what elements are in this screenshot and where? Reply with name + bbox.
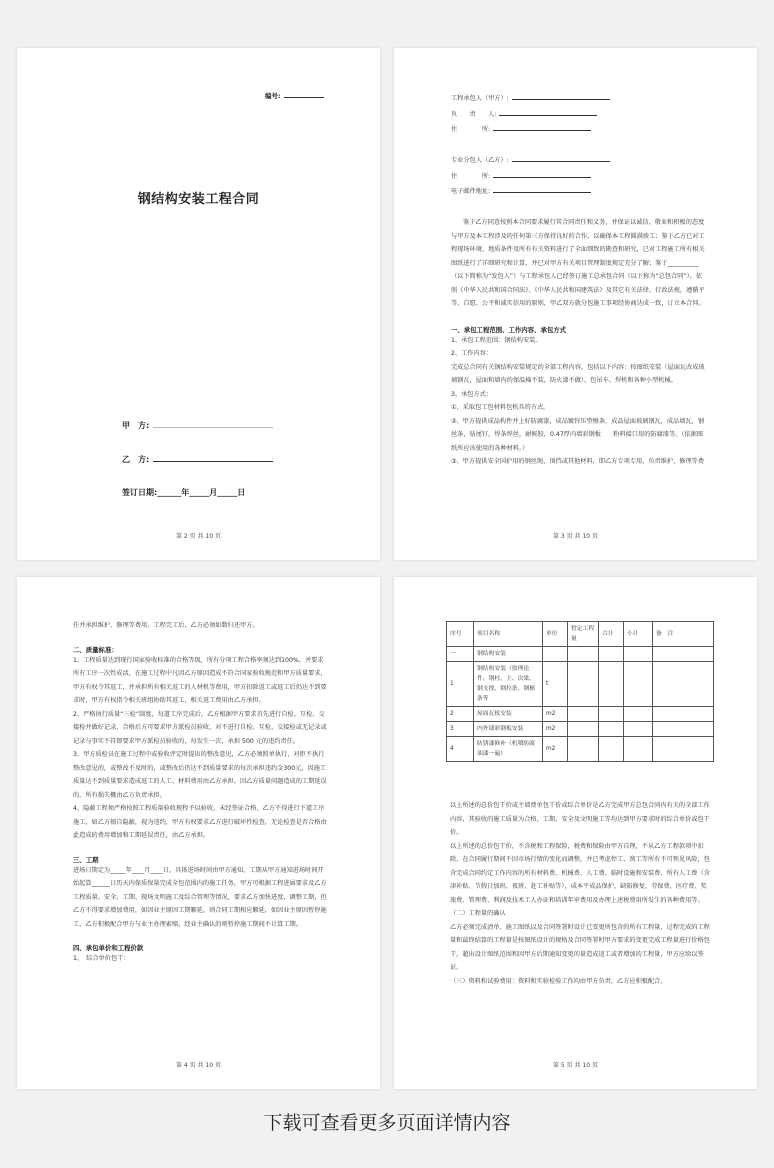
party-a-label: 甲 方: xyxy=(122,421,150,430)
column-header: 项目名称 xyxy=(474,622,543,647)
table-cell xyxy=(624,722,653,737)
party-b-row xyxy=(122,454,273,465)
field-address-a xyxy=(451,124,591,133)
section-heading: 二、质量标准： xyxy=(73,645,118,654)
field-label: 住 所: xyxy=(451,126,491,133)
field-responsible xyxy=(451,109,597,118)
field-contractor xyxy=(451,93,610,102)
page-footer: 第 4 页 共 10 页 xyxy=(176,1062,221,1069)
list-item: 1、承包工程范围：钢结构安装。 xyxy=(451,336,542,344)
table-cell xyxy=(653,647,714,662)
table-row xyxy=(447,647,714,662)
party-a-row xyxy=(122,420,273,431)
table-header-row xyxy=(447,622,714,647)
table-cell: 2 xyxy=(447,707,474,722)
list-item: 3、甲方质检员在施工过程中或验收评定时提出的整改意见，乙方必须照单执行，对拒不执行整改意见的，或整改不及时的，或整改后仍达不到质量要求的每次承担违约金300元，因施工质量达不到质量要求造成返工的人工、材料费用由乙方承担，因乙方质量问题造成的工期延误的，所有损失概由乙方负责承担。 xyxy=(73,751,327,799)
table-cell: 钢结构安装 xyxy=(474,647,543,662)
table-cell xyxy=(599,707,624,722)
list-item: 1、 综合单价包干： xyxy=(73,955,130,962)
table-cell xyxy=(624,707,653,722)
sign-date: 签订日期:______年_____月_____日 xyxy=(122,488,246,497)
list-item: 2、工作内容： xyxy=(451,350,493,357)
pricing-paragraph: 乙方必须完成清单、施工图纸以及合同签署时设计已变更所包含的所有工程量，过程完成的工程量和最终结算的工程量是按图纸设计的规格及合同签署时甲方要求的变更完成工程量进行价格包干，超出设计图纸范围和因甲方后期通知变更的量造成返工或者增加的工程量，甲方应给以签证。 xyxy=(450,923,710,971)
section-heading: 三、工期 xyxy=(73,855,99,864)
table-cell: 1 xyxy=(447,662,474,707)
page-footer: 第 5 页 共 10 页 xyxy=(553,1062,598,1069)
table-cell xyxy=(568,737,599,762)
price-table xyxy=(446,621,714,762)
page-footer: 第 2 页 共 10 页 xyxy=(176,533,221,540)
contract-page-cover xyxy=(17,48,380,560)
table-cell xyxy=(653,722,714,737)
table-cell: m2 xyxy=(543,707,568,722)
list-item: ①、采取包工包材料包机具的方式。 xyxy=(451,404,550,411)
table-cell xyxy=(624,662,653,707)
subsection-heading: （二）工程量的确认 xyxy=(450,910,506,917)
table-cell xyxy=(568,722,599,737)
table-cell: t xyxy=(543,662,568,707)
table-cell: m2 xyxy=(543,722,568,737)
field-subcontractor xyxy=(451,155,610,164)
schedule-paragraph: 进场日期定为_____年____月____日，具体进场时间由甲方通知，工期从甲方通知进场时间开始起算______日历天内保质保量完成全包范围内的施工任务，甲方可根据工程进展要求及乙方工程质量、安全、工期、现场文明施工及综合管理等情况，要求乙方加快进度，调整工期，但乙方不得要求增加费用，如因业主原因工期顺延，则合同工期相应顺延，如因业主原因暂停施工，乙方积极配合甲方与业主办理索赔，经业主确认的则暂停施工期间不计算工期。 xyxy=(73,866,327,928)
table-cell xyxy=(599,662,624,707)
pricing-paragraph: 以上所述的总价包干价或主墙费单包干价或综合单价是乙方完成甲方总包合同内有关的全部工作内容，其验收的施工质量为合格，工期、安全及文明施工等均达到甲方要求时的综合单价或包干价。 xyxy=(450,802,710,836)
contract-page-parties xyxy=(394,48,757,560)
table-cell: 钢结构安装（按理论件、钢柱、主、次梁、钢支撑、钢拉条、钢檩条等 xyxy=(474,662,543,707)
page-title: 钢结构安装工程合同 xyxy=(137,192,260,207)
list-item: 2、严格执行质量“三检”制度，每道工序完成后，乙方根据甲方要求首先进行自检、互检、交接检并做好记录，合格后方可要求甲方派检员验收，对不进行自检、互检、交接检或无记录或记录与事实不符即要求甲方派检员验收的，每发生一次，承担 500 元的违约责任。 xyxy=(73,710,327,745)
field-address-b xyxy=(451,171,591,180)
column-header: 备 注 xyxy=(653,622,714,647)
intro-paragraph: 鉴于乙方同意按照本合同要求履行其合同责任和义务，并保证以诚信、敬业和积极的态度与甲方及本工程涉及的任何第三方保持良好的合作，以确保本工程圆满竣工；鉴于乙方已对工程现场环境、地质条件及所有有关资料进行了全面细致的勘查和研究，已对工程施工所有相关图纸进行了详细研究和计算，并已对甲方有关项目管理制度规定充分了解；鉴于__________（以下简称为“发包人”）与工程承包人已经签订施工总承包合同（以下称为“总包合同”）。依照《中华人民共和国合同法》、《中华人民共和国建筑法》及其它有关法律、行政法规，遵循平等、自愿、公平和诚实信用的原则，甲乙双方就分包施工事项经协商达成一致，订立本合同。 xyxy=(451,219,705,307)
pricing-paragraph: 以上所述的总价包干价，不含税和工程保险，税费和保险由甲方自理，不从乙方工程款项中扣除，在合同履行期间不因市场行情的变化而调整，并已考虑停工、窝工等所有不可预见风险，包含完成合同约定工作内容的所有材料费、机械费、人工费、临时设施和安装费、所有人工费（含津补贴、节假日加班、夜班、赶工补贴等），成本平成品保护、缺陷修复、劳保费、医疗费、奖旅费、管理费、利润及技术工人办证和培训年审费用及办理上述税费用所发生的各种费用等。 xyxy=(450,842,710,904)
table-row xyxy=(447,662,714,707)
table-cell xyxy=(599,722,624,737)
field-label: 住 所: xyxy=(451,173,491,180)
table-cell: m2 xyxy=(543,737,568,762)
field-label: 工程承包人（甲方）: xyxy=(451,95,509,102)
pricing-paragraph: （三）资料和试验费用：资料和实验检验工作均由甲方负责，乙方应积极配合。 xyxy=(450,977,667,985)
contract-page-pricing xyxy=(394,577,757,1089)
contract-body xyxy=(450,799,710,988)
contract-body xyxy=(451,216,706,469)
table-row xyxy=(447,737,714,762)
table-cell xyxy=(624,737,653,762)
lead-paragraph: 任并承担维护、修理等费用，工程完工后，乙方必须如数归还甲方。 xyxy=(73,622,259,629)
page-footer: 第 3 页 共 10 页 xyxy=(553,533,598,540)
list-item: 1、工程质量达到现行国家验收标准的合格等级，所有分项工程合格率须达到100%，并要求所有工序一次性成活，在施工过程中凡因乙方原因造成不符合国家验收规范和甲方质量要求，甲方有权令其返工，并承担所有相关返工的人材机等费用，甲方扣除返工或返工后仍达不到要求时，甲方有权指令相关班组协助其返工，相关返工费用由乙方承担。 xyxy=(73,656,327,704)
table-cell xyxy=(653,737,714,762)
table-cell xyxy=(599,647,624,662)
table-cell: 防锈漆修补（机喷防腐油漆一遍） xyxy=(474,737,543,762)
table-cell: 3 xyxy=(447,722,474,737)
column-header: 合计 xyxy=(599,622,624,647)
field-email xyxy=(451,186,591,195)
contract-number-label: 编号: xyxy=(265,92,281,100)
column-header: 暂定工程量 xyxy=(568,622,599,647)
column-header: 小计 xyxy=(624,622,653,647)
table-cell: 内外墙彩钢板安装 xyxy=(474,722,543,737)
list-item: 4、隐蔽工程须严格按照工程质量验收规程予以验收，未经签证合格，乙方不得进行下道工序施工，如乙方擅自隐蔽，视为违约，甲方有权要求乙方进行破坏性检查，无论检查是否合格由此造成的费用增加和工期延误责任，由乙方承担。 xyxy=(73,805,327,839)
list-item: ②、甲方提供成品构件并上好防腐漆，成品镀锌压型檩条，成品屋面玻璃钢瓦，成品墙瓦，钢丝条，钻尾钉，焊条焊丝，耐候胶，0.47厚内墙彩钢板 粉料接口用的防腐漆等。（依据图纸所应该使用的各种材料。） xyxy=(451,417,705,452)
table-cell xyxy=(543,647,568,662)
table-cell xyxy=(568,707,599,722)
field-label: 专业分包人（乙方）: xyxy=(451,157,509,164)
table-cell xyxy=(653,707,714,722)
table-cell: 一 xyxy=(447,647,474,662)
table-cell: 4 xyxy=(447,737,474,762)
contract-page-quality xyxy=(17,577,380,1089)
table-cell xyxy=(568,662,599,707)
section-heading: 一、承包工程范围、工作内容、承包方式 xyxy=(451,325,567,334)
table-cell xyxy=(653,662,714,707)
table-row xyxy=(447,707,714,722)
list-item: ③、甲方提供安全国护用的钢丝绳，围挡或其他材料，即乙方专项专用，负责维护、修理等费 xyxy=(451,458,705,465)
contract-body xyxy=(73,619,329,966)
field-label: 电子邮件地址: xyxy=(451,188,491,195)
list-item: 完成总合同有关钢结构安装规定的全部工程内容，包括以下内容：按图纸安装（屋面瓦改成玻璃钢瓦，屋面和墙内的保温棉不装，防火漆不做），包吊车、焊机和各种小型机械。 xyxy=(451,363,705,384)
table-cell xyxy=(599,737,624,762)
column-header: 单位 xyxy=(543,622,568,647)
table-cell xyxy=(568,647,599,662)
table-cell xyxy=(624,647,653,662)
table-row xyxy=(447,722,714,737)
table-cell: 屋面瓦板安装 xyxy=(474,707,543,722)
list-item: 3、承包方式： xyxy=(451,390,493,398)
party-b-label: 乙 方: xyxy=(122,455,150,464)
contract-number xyxy=(265,91,324,100)
field-label: 负 责 人: xyxy=(451,111,497,118)
section-heading: 四、承包单价和工程价款 xyxy=(73,944,144,952)
download-prompt[interactable]: 下载可查看更多页面详情内容 xyxy=(263,1112,511,1134)
column-header: 序号 xyxy=(447,622,474,647)
